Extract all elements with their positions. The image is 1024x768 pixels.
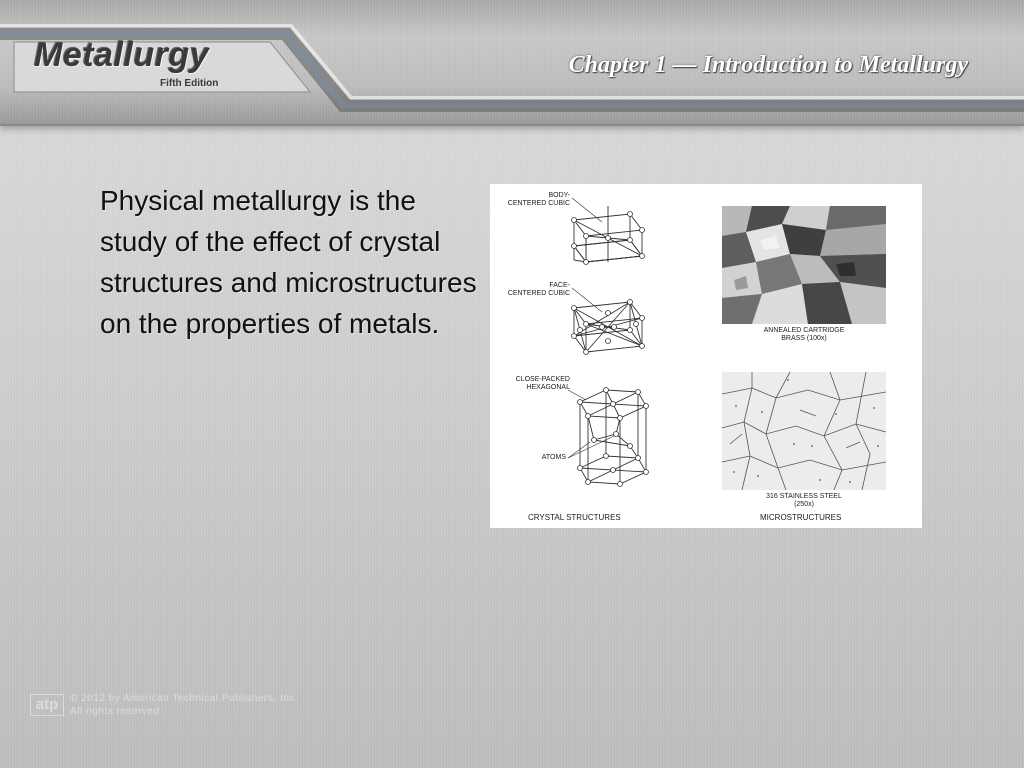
hcp-label-line2: HEXAGONAL <box>526 384 570 391</box>
brass-micrograph <box>722 206 886 324</box>
copyright-line1: © 2012 by American Technical Publishers, Inc. <box>70 693 299 704</box>
hcp-label <box>516 376 570 392</box>
brass-caption <box>722 327 886 343</box>
bcc-label-line1: BODY- <box>548 192 570 199</box>
stainless-steel-micrograph <box>722 372 886 490</box>
slide-header <box>0 0 1024 126</box>
crystal-structures-heading: CRYSTAL STRUCTURES <box>528 513 621 522</box>
hcp-label-line1: CLOSE-PACKED <box>515 376 570 383</box>
atoms-leader-line-1 <box>568 442 590 458</box>
crystal-structures-figure <box>490 184 922 528</box>
steel-caption-line1: 316 STAINLESS STEEL <box>766 493 842 500</box>
copyright-notice <box>70 692 298 718</box>
steel-caption <box>722 493 886 509</box>
bcc-label <box>508 192 570 208</box>
steel-caption-line2: (250x) <box>794 501 814 508</box>
brass-caption-line1: ANNEALED CARTRIDGE <box>763 327 845 334</box>
bcc-label-line2: CENTERED CUBIC <box>507 200 570 207</box>
copyright-line2: All rights reserved <box>70 706 160 717</box>
brass-caption-line2: BRASS (100x) <box>781 335 827 342</box>
logo-edition: Fifth Edition <box>160 78 219 89</box>
atp-logo: atp <box>30 694 64 716</box>
slide-body-text: Physical metallurgy is the study of the effect of crystal structures and microstructures on the properties of metals. <box>100 185 477 339</box>
fcc-label <box>508 282 570 298</box>
hcp-leader-line <box>568 390 586 400</box>
fcc-label-line2: CENTERED CUBIC <box>507 290 570 297</box>
logo-title: Metallurgy <box>34 36 210 74</box>
figure-graphic <box>490 184 922 528</box>
fcc-label-line1: FACE- <box>549 282 570 289</box>
fcc-lattice-diagram <box>574 302 642 352</box>
chapter-title: Chapter 1 — Introduction to Metallurgy <box>568 52 968 78</box>
atoms-label: ATOMS <box>541 454 566 461</box>
microstructures-heading: MICROSTRUCTURES <box>760 513 842 522</box>
